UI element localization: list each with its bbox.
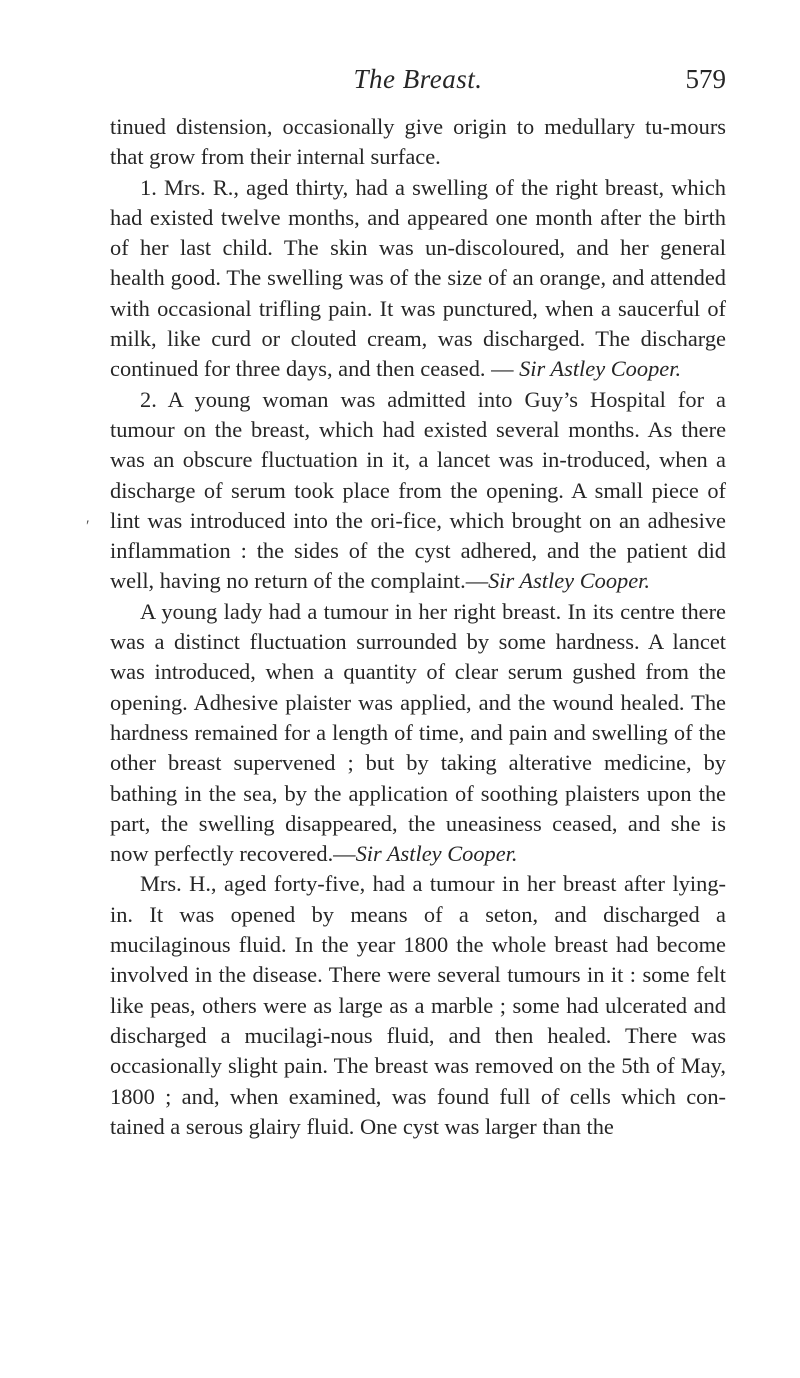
paragraph-case-1	[110, 173, 726, 385]
text-line: a length of time, and pain and swelling of the other breast	[110, 719, 726, 776]
text-line: breast, which had existed twelve months, and appeared one	[110, 174, 726, 230]
text-line: troduced, when a discharge of serum took place from the	[110, 447, 726, 503]
text-line: she is now perfectly recovered.—	[110, 810, 726, 867]
paragraph-case-2	[110, 385, 726, 597]
text-line: 2. A young woman was admitted into Guy’s Hospital for a	[140, 386, 726, 412]
page-number: 579	[685, 64, 726, 94]
text-line: lying-in. It was opened by means of a seton, and discharged	[110, 871, 726, 927]
text-line: and, when examined, was found full of cells which con-	[181, 1083, 726, 1109]
stray-mark: ′	[86, 518, 90, 535]
text-line: centre there was a distinct fluctuation surrounded by some	[110, 598, 726, 655]
text-line: a marble ; some had ulcerated and discharged a mucilagi-	[110, 992, 726, 1048]
running-header	[110, 64, 726, 104]
text-line: in the sea, by the application of soothing plaisters upon the	[184, 780, 726, 806]
text-line: tained a serous glairy fluid. One cyst was larger than the	[110, 1113, 614, 1139]
text-line: tumours in it : some felt like peas, others were as large as	[110, 962, 726, 1018]
text-line: like curd or clouted cream, was discharged. The discharge	[167, 326, 726, 352]
text-line: tumour on the breast, which had existed several months.	[110, 416, 640, 442]
text-line: nous fluid, and then healed. There was occasionally slight	[110, 1022, 726, 1079]
text-line: applied, and the wound healed. The hardness remained for	[110, 689, 726, 745]
text-line: of the cyst adhered, and the patient did well, having no	[110, 538, 726, 594]
text-line: fice, which brought on an adhesive inflammation : the sides	[110, 507, 726, 564]
text-line: supervened ; but by taking alterative medicine, by bathing	[110, 750, 727, 806]
text-line: discoloured, and her general health good. The swelling	[110, 235, 726, 291]
paragraph-case-3	[110, 597, 726, 870]
text-line: trifling pain. It was punctured, when a saucerful of milk,	[110, 295, 726, 352]
text-line: As there was an obscure fluctuation in it, a lancet was in-	[110, 416, 727, 473]
paragraph-case-4	[110, 869, 726, 1142]
text-line: a mucilaginous fluid. In the year 1800 the whole breast	[110, 901, 726, 958]
citation-author: Sir Astley Cooper.	[488, 568, 651, 594]
running-title: The Breast.	[353, 64, 483, 94]
text-line: mours that grow from their internal surface.	[110, 114, 726, 170]
text-line: clear serum gushed from the opening. Adhesive plaister was	[110, 659, 726, 715]
text-line: Mrs. H., aged forty-five, had a tumour in her breast after	[140, 871, 666, 897]
citation-author: Cooper.	[610, 356, 682, 382]
text-line: 1. Mrs. R., aged thirty, had a swelling of the right	[140, 174, 598, 200]
citation-author: Sir Astley Cooper.	[355, 841, 518, 867]
text-line: month after the birth of her last child. The skin was un-	[110, 204, 726, 261]
citation-author: Sir Astley	[519, 356, 606, 382]
text-line: pain. The breast was removed on the 5th of May, 1800 ;	[110, 1053, 726, 1109]
text-line: return of the complaint.—	[254, 568, 489, 594]
text-line: A young lady had a tumour in her right breast. In its	[140, 598, 614, 624]
text-line: had become involved in the disease. There were several	[110, 932, 726, 988]
page-body	[110, 112, 726, 1142]
text-line: tinued distension, occasionally give origin to medullary tu-	[110, 114, 671, 139]
text-line: continued for three days, and then ceased. —	[110, 356, 520, 382]
paragraph-continuation	[110, 112, 726, 173]
text-line: part, the swelling disappeared, the uneasiness ceased, and	[110, 810, 661, 836]
text-line: hardness. A lancet was introduced, when a quantity of	[110, 629, 726, 685]
text-line: was of the size of an orange, and attended with occasional	[110, 265, 726, 321]
text-line: opening. A small piece of lint was introduced into the ori-	[110, 477, 726, 533]
